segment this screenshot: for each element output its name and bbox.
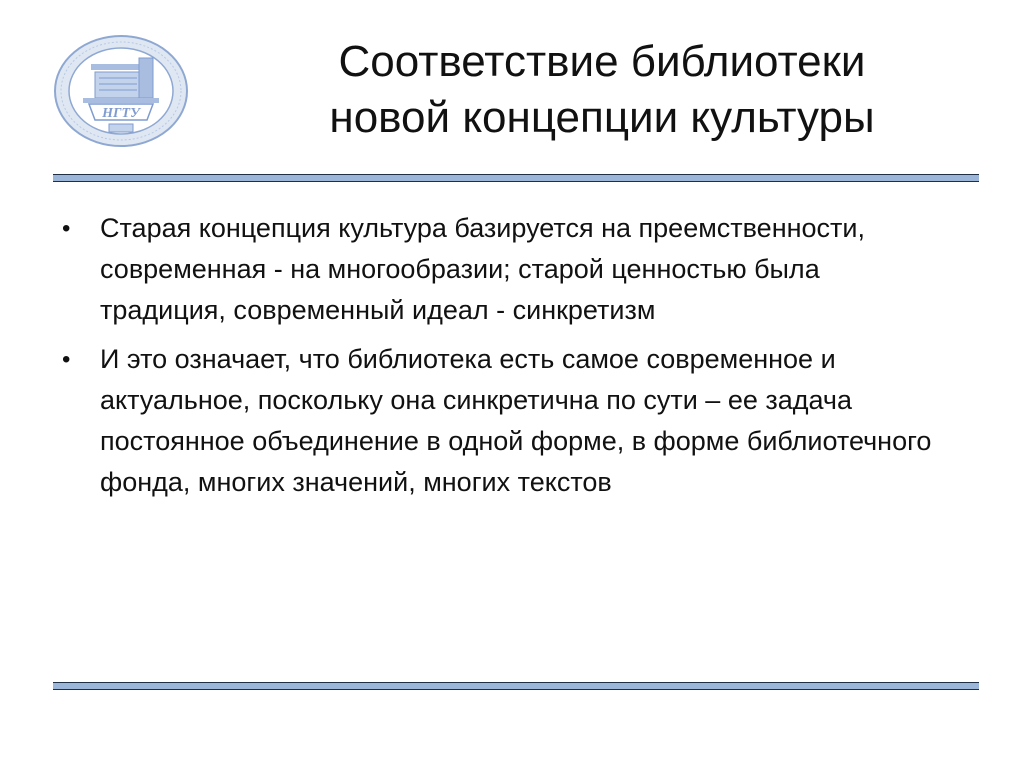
- title-line-2: новой концепции культуры: [329, 93, 875, 142]
- bullet-item-2: [58, 339, 938, 503]
- university-seal-icon: [53, 34, 189, 148]
- bullet-marker: •: [62, 346, 71, 373]
- bullet-text-2: И это означает, что библиотека есть самое современное и актуальное, поскольку она синкретична по сути – ее задача постоянное объединение в одной форме, в форме библиотечного фонда, многих значений, многих текстов: [100, 344, 932, 497]
- bottom-divider: [53, 682, 979, 690]
- university-logo: [53, 34, 189, 148]
- bullet-item-1: [58, 208, 938, 331]
- bullet-text-1: Старая концепция культура базируется на преемственности, современная - на многообразии; старой ценностью была традиция, современный идеал - синкретизм: [100, 213, 865, 325]
- svg-text:НГТУ: НГТУ: [102, 106, 140, 121]
- bullet-list: [58, 208, 938, 511]
- top-divider: [53, 174, 979, 182]
- title-line-1: Соответствие библиотеки: [338, 37, 866, 86]
- page-title: [222, 34, 982, 146]
- bullet-marker: •: [62, 215, 71, 242]
